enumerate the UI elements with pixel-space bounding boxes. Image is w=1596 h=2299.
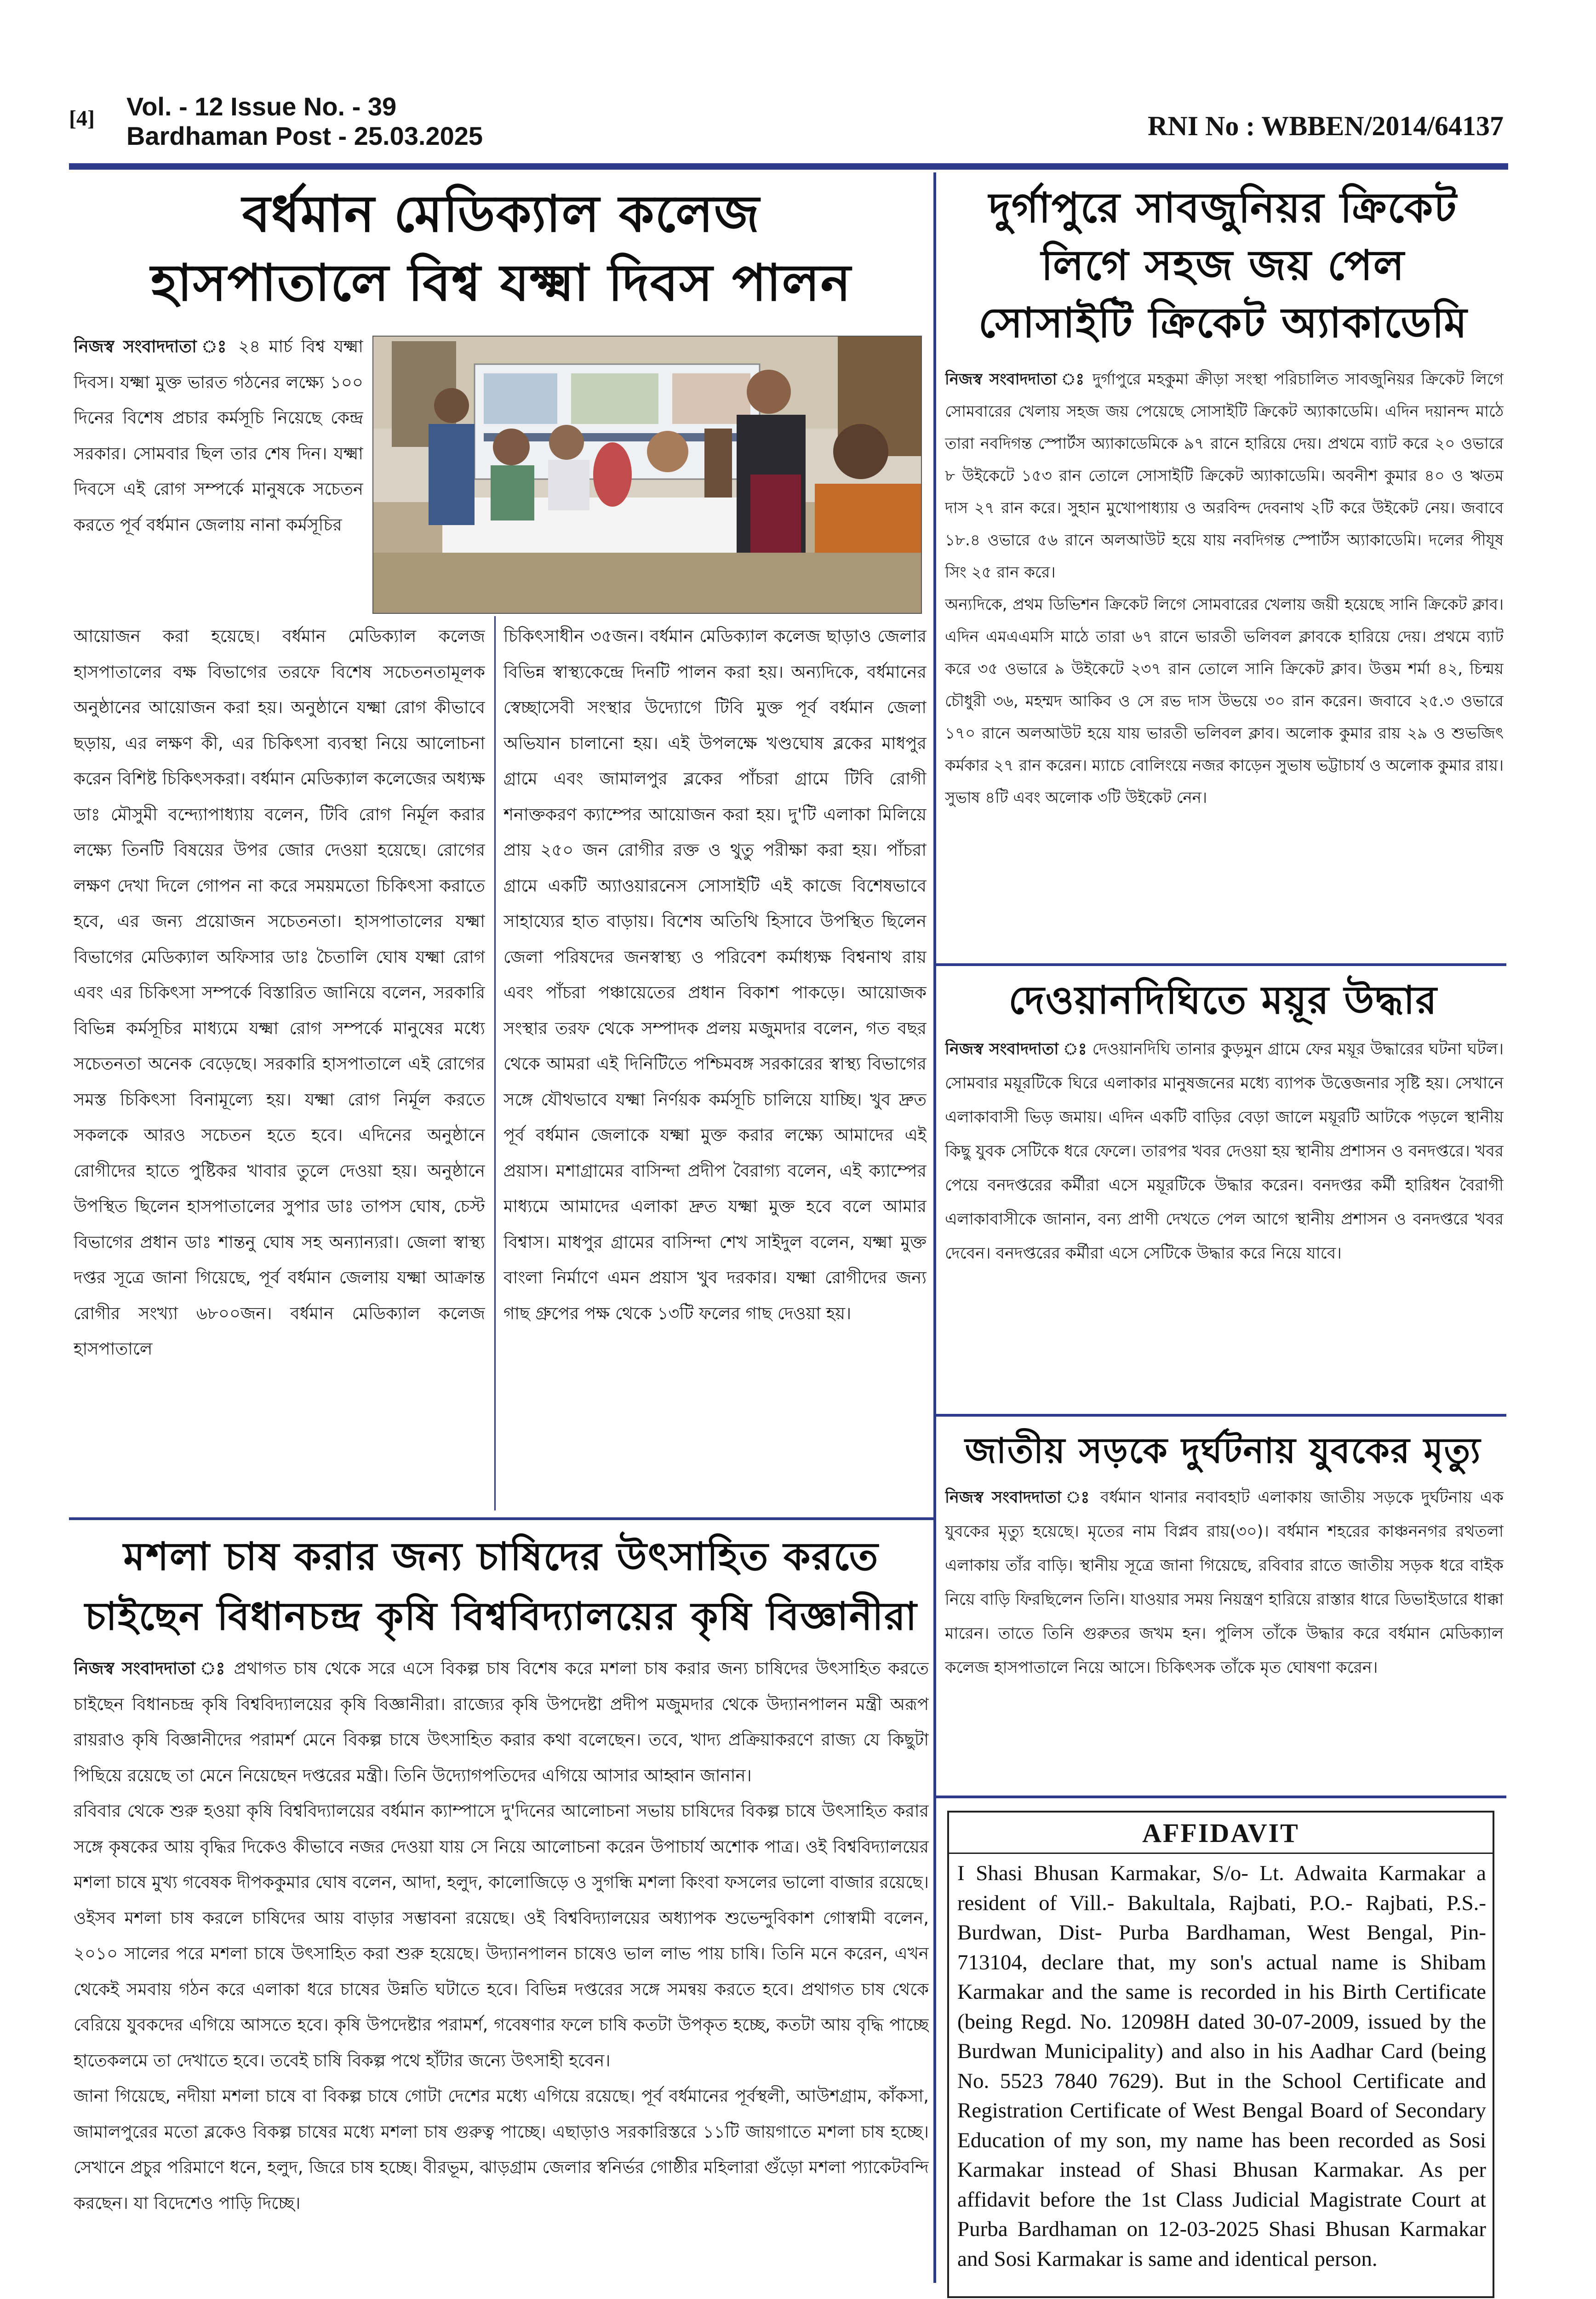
masthead [69, 92, 1504, 166]
tb-intro-text: ২৪ মার্চ বিশ্ব যক্ষ্মা দিবস। যক্ষ্মা মুক্ত ভারত গঠনের লক্ষ্যে ১০০ দিনের বিশেষ প্রচার কর্মসূচি নিয়েছে কেন্দ্র সরকার। সোমবার ছিল তার শেষ দিন। যক্ষ্মা দিবসে এই রোগ সম্পর্কে মানুষকে সচেতন করতে পূর্ব বর্ধমান জেলায় নানা কর্মসূচির [74, 337, 363, 535]
peacock-body-text: দেওয়ানদিঘি তানার কুড়মুন গ্রামে ফের ময়ূর উদ্ধারের ঘটনা ঘটল। সোমবার ময়ূরটিকে ঘিরে এলাকার মানুষজনের মধ্যে ব্যাপক উত্তেজনার সৃষ্টি হয়। সেখানে এলাকাবাসী ভিড় জমায়। এদিন একটি বাড়ির বেড়া জালে ময়ূরটি আটকে পড়লে স্থানীয় কিছু যুবক সেটিকে ধরে ফেলে। তারপর খবর দেওয়া হয় স্থানীয় প্রশাসন ও বনদপ্তরে। খবর পেয়ে বনদপ্তরের কর্মীরা এসে ময়ূরটিকে উদ্ধার করেন। বনদপ্তর কর্মী হারিধন বৈরাগী এলাকাবাসীকে জানান, বন্য প্রাণী দেখতে পেল আগে স্থানীয় প্রশাসন ও বনদপ্তরে খবর দেবেন। বনদপ্তরের কর্মীরা এসে সেটিকে উদ্ধার করে নিয়ে যাবে। [945, 1040, 1504, 1263]
spice-headline [74, 1527, 929, 1646]
affidavit-box [947, 1811, 1494, 2298]
accident-byline: নিজস্ব সংবাদদাতা ঃ [945, 1488, 1093, 1507]
cricket-body [945, 363, 1504, 959]
peacock-body [945, 1032, 1504, 1409]
tb-headline [74, 179, 929, 317]
column-divider [933, 172, 936, 2283]
section-rule-right-1 [936, 963, 1506, 966]
rni-number: RNI No : WBBEN/2014/64137 [1148, 111, 1504, 141]
tb-event-photo [372, 336, 922, 614]
section-rule-right-2 [936, 1414, 1506, 1417]
peacock-headline: দেওয়ানদিঘিতে ময়ূর উদ্ধার [1008, 978, 1438, 1023]
volume-issue: Vol. - 12 Issue No. - 39 [126, 92, 397, 121]
header-rule [69, 163, 1508, 170]
page-number: [4] [69, 106, 95, 131]
tb-col2-text: চিকিৎসাধীন ৩৫জন। বর্ধমান মেডিক্যাল কলেজ ছাড়াও জেলার বিভিন্ন স্বাস্থ্যকেন্দ্রে দিনটি পালন করা হয়। অন্যদিকে, বর্ধমানের স্বেচ্ছাসেবী সংস্থার উদ্যোগে টিবি মুক্ত পূর্ব বর্ধমান জেলা অভিযান চালানো হয়। এই উপলক্ষে খণ্ডঘোষ ব্লকের মাধপুর গ্রামে এবং জামালপুর ব্লকের পাঁচরা গ্রামে টিবি রোগী শনাক্তকরণ ক্যাম্পের আয়োজন করা হয়। দু'টি এলাকা মিলিয়ে প্রায় ২৫০ জন রোগীর রক্ত ও থুতু পরীক্ষা করা হয়। পাঁচরা গ্রামে একটি অ্যাওয়ারনেস সোসাইটি এই কাজে বিশেষভাবে সাহায্যের হাত বাড়ায়। বিশেষ অতিথি হিসাবে উপস্থিত ছিলেন জেলা পরিষদের জনস্বাস্থ্য ও পরিবেশ কর্মাধ্যক্ষ বিশ্বনাথ রায় এবং পাঁচরা পঞ্চায়েতের প্রধান বিকাশ পাকড়ে। আয়োজক সংস্থার তরফ থেকে সম্পাদক প্রলয় মজুমদার বলেন, গত বছর থেকে আমরা এই দিনিটিতে পশ্চিমবঙ্গ সরকারের স্বাস্থ্য বিভাগের সঙ্গে যৌথভাবে যক্ষ্মা নির্ণয়ক কর্মসূচি চালিয়ে যাচ্ছি। খুব দ্রুত পূর্ব বর্ধমান জেলাকে যক্ষ্মা মুক্ত করার লক্ষ্যে আমাদের এই প্রয়াস। মশাগ্রামের বাসিন্দা প্রদীপ বৈরাগ্য বলেন, এই ক্যাম্পের মাধ্যমে আমাদের এলাকা দ্রুত যক্ষ্মা মুক্ত হবে বলে আমার বিশ্বাস। মাধপুর গ্রামের বাসিন্দা শেখ সাইদুল বলেন, যক্ষ্মা মুক্ত বাংলা নির্মাণে এমন প্রয়াস খুব দরকার। যক্ষ্মা রোগীদের জন্য গাছ গ্রুপের পক্ষ থেকে ১৩টি ফলের গাছ দেওয়া হয়। [503, 626, 927, 1323]
affidavit-title: AFFIDAVIT [949, 1813, 1493, 1854]
cricket-byline: নিজস্ব সংবাদদাতা ঃ [945, 370, 1086, 389]
cricket-para-1-text: দুর্গাপুরে মহকুমা ক্রীড়া সংস্থা পরিচালিত সাবজুনিয়র ক্রিকেট লিগে সোমবারের খেলায় সহজ জয় পেয়েছে সোসাইটি ক্রিকেট অ্যাকাডেমি। এদিন দয়ানন্দ মাঠে তারা নবদিগন্ত স্পোর্টস অ্যাকাডেমিকে ৯৭ রানে হারিয়ে দেয়। প্রথমে ব্যাট করে ২০ ওভারে ৮ উইকেটে ১৫৩ রান তোলে সোসাইটি ক্রিকেট অ্যাকাডেমি। অবনীশ কুমার ৪০ ও ঋতম দাস ২৭ রান করে। সুহান মুখোপাধ্যায় ও অরবিন্দ দেবনাথ ২টি করে উইকেট নেয়। জবাবে ১৮.৪ ওভারে ৫৬ রানে অলআউট হয়ে যায় নবদিগন্ত স্পোর্টস অ্যাকাডেমি। দলের পীযূষ সিং ২৫ রান করে। [945, 370, 1504, 582]
tb-col1-text: আয়োজন করা হয়েছে। বর্ধমান মেডিক্যাল কলেজ হাসপাতালের বক্ষ বিভাগের তরফে বিশেষ সচেতনতামূলক অনুষ্ঠানের আয়োজন করা হয়। অনুষ্ঠানে যক্ষ্মা রোগ কীভাবে ছড়ায়, এর লক্ষণ কী, এর চিকিৎসা ব্যবস্থা নিয়ে আলোচনা করেন বিশিষ্ট চিকিৎসকরা। বর্ধমান মেডিক্যাল কলেজের অধ্যক্ষ ডাঃ মৌসুমী বন্দ্যোপাধ্যায় বলেন, টিবি রোগ নির্মূল করার লক্ষ্যে তিনটি বিষয়ের উপর জোর দেওয়া হয়েছে। রোগের লক্ষণ দেখা দিলে গোপন না করে সময়মতো চিকিৎসা করাতে হবে, এর জন্য প্রয়োজন সচেতনতা। হাসপাতালের যক্ষ্মা বিভাগের মেডিক্যাল অফিসার ডাঃ চৈতালি ঘোষ যক্ষ্মা রোগ এবং এর চিকিৎসা সম্পর্কে বিস্তারিত জানিয়ে বলেন, সরকারি বিভিন্ন কর্মসূচির মাধ্যমে যক্ষ্মা রোগ সম্পর্কে মানুষের মধ্যে সচেতনতা অনেক বেড়েছে। সরকারি হাসপাতালে এই রোগের সমস্ত চিকিৎসা বিনামূল্যে হয়। যক্ষ্মা রোগ নির্মূল করতে সকলকে আরও সচেতন হতে হবে। এদিনের অনুষ্ঠানে রোগীদের হাতে পুষ্টিকর খাবার তুলে দেওয়া হয়। অনুষ্ঠানে উপস্থিত ছিলেন হাসপাতালের সুপার ডাঃ তাপস ঘোষ, চেস্ট বিভাগের প্রধান ডাঃ শান্তনু ঘোষ সহ অন্যান্যরা। জেলা স্বাস্থ্য দপ্তর সূত্রে জানা গিয়েছে, পূর্ব বর্ধমান জেলায় যক্ষ্মা আক্রান্ত রোগীর সংখ্যা ৬৮০০জন। বর্ধমান মেডিক্যাল কলেজ হাসপাতালে [74, 626, 485, 1359]
cricket-headline [943, 179, 1504, 352]
cricket-headline-line3: সোসাইটি ক্রিকেট অ্যাকাডেমি [978, 299, 1468, 347]
spice-para-1-text: প্রথাগত চাষ থেকে সরে এসে বিকল্প চাষ বিশেষ করে মশলা চাষ করার জন্য চাষিদের উৎসাহিত করতে চাইছেন বিধানচন্দ্র কৃষি বিশ্ববিদ্যালয়ের কৃষি বিজ্ঞানীরা। রাজ্যের কৃষি উপদেষ্টা প্রদীপ মজুমদার থেকে উদ্যানপালন মন্ত্রী অরূপ রায়রাও কৃষি বিজ্ঞানীদের পরামর্শ মেনে বিকল্প চাষে উৎসাহিত করার কথা বলেছেন। তবে, খাদ্য প্রক্রিয়াকরণে রাজ্য যে কিছুটা পিছিয়ে রয়েছে তা মেনে নিয়েছেন দপ্তরের মন্ত্রী। তিনি উদ্যোগপতিদের এগিয়ে আসার আহ্বান জানান। [74, 1658, 929, 1785]
cricket-headline-line2: লিগে সহজ জয় পেল [1041, 241, 1405, 290]
tb-headline-line2: হাসপাতালে বিশ্ব যক্ষ্মা দিবস পালন [150, 253, 852, 312]
section-rule-right-3 [936, 1796, 1506, 1798]
tb-headline-line1: বর্ধমান মেডিক্যাল কলেজ [242, 184, 761, 243]
accident-body-text: বর্ধমান থানার নবাবহাট এলাকায় জাতীয় সড়কে দুর্ঘটনায় এক যুবকের মৃত্যু হয়েছে। মৃতের নাম বিপ্লব রায়(৩০)। বর্ধমান শহরের কাঞ্চননগর রথতলা এলাকায় তাঁর বাড়ি। স্থানীয় সূত্রে জানা গিয়েছে, রবিবার রাতে জাতীয় সড়ক ধরে বাইক নিয়ে বাড়ি ফিরছিলেন তিনি। যাওয়ার সময় নিয়ন্ত্রণ হারিয়ে রাস্তার ধারে ডিভাইডারে ধাক্কা মারেন। তাতে তিনি গুরুতর জখম হন। পুলিস তাঁকে উদ্ধার করে বর্ধমান মেডিক্যাল কলেজ হাসপাতালে নিয়ে আসে। চিকিৎসক তাঁকে মৃত ঘোষণা করেন। [945, 1488, 1504, 1677]
spice-body [74, 1651, 929, 2299]
accident-headline: জাতীয় সড়কে দুর্ঘটনায় যুবকের মৃত্যু [965, 1430, 1482, 1471]
tb-intro [74, 329, 363, 618]
spice-byline: নিজস্ব সংবাদদাতা ঃ [74, 1658, 227, 1678]
section-rule-left [69, 1517, 933, 1520]
peacock-byline: নিজস্ব সংবাদদাতা ঃ [945, 1040, 1087, 1058]
spice-headline-line2: চাইছেন বিধানচন্দ্র কৃষি বিশ্ববিদ্যালয়ের কৃষি বিজ্ঞানীরা [85, 1594, 918, 1639]
spice-para-3: জানা গিয়েছে, নদীয়া মশলা চাষে বা বিকল্প চাষে গোটা দেশের মধ্যে এগিয়ে রয়েছে। পূর্ব বর্ধমানের পূর্বস্থলী, আউশগ্রাম, কাঁকসা, জামালপুরের মতো ব্লকেও বিকল্প চাষের মধ্যে মশলা চাষ গুরুত্ব পাচ্ছে। এছাড়াও সরকারিস্তরে ১১টি জায়গাতে মশলা চাষ হচ্ছে। সেখানে প্রচুর পরিমাণে ধনে, হলুদ, জিরে চাষ হচ্ছে। বীরভূম, ঝাড়গ্রাম জেলার স্বনির্ভর গোষ্ঠীর মহিলারা গুঁড়ো মশলা প্যাকেটবন্দি করছেন। যা বিদেশেও পাড়ি দিচ্ছে। [74, 2086, 929, 2213]
tb-column-2 [503, 618, 927, 1508]
cricket-headline-line1: দুর্গাপুরে সাবজুনিয়র ক্রিকেট [989, 184, 1458, 232]
spice-para-1 [74, 1651, 929, 1793]
inner-column-divider [494, 616, 496, 1510]
spice-para-2: রবিবার থেকে শুরু হওয়া কৃষি বিশ্ববিদ্যালয়ের বর্ধমান ক্যাম্পাসে দু'দিনের আলোচনা সভায় চাষিদের বিকল্প চাষে উৎসাহিত করার সঙ্গে কৃষকের আয় বৃদ্ধির দিকেও কীভাবে নজর দেওয়া যায় সে নিয়ে আলোচনা করেন উপাচার্য অশোক পাত্র। ওই বিশ্ববিদ্যালয়ের মশলা চাষে মুখ্য গবেষক দীপককুমার ঘোষ বলেন, আদা, হলুদ, কালোজিড়ে ও সুগন্ধি মশলা কিংবা ফসলের ভালো বাজার রয়েছে। ওইসব মশলা চাষ করলে চাষিদের আয় বাড়ার সম্ভাবনা রয়েছে। ওই বিশ্ববিদ্যালয়ের অধ্যাপক শুভেন্দুবিকাশ গোস্বামী বলেন, ২০১০ সালের পরে মশলা চাষে উৎসাহিত করা শুরু হয়েছে। উদ্যানপালন চাষেও ভাল লাভ পায় চাষি। তিনি মনে করেন, এখন থেকেই সমবায় গঠন করে এলাকা ধরে চাষের উন্নতি ঘটাতে হবে। বিভিন্ন দপ্তরের সঙ্গে সমন্বয় করতে হবে। প্রথাগত চাষ থেকে বেরিয়ে যুবকদের এগিয়ে আসতে হবে। কৃষি উপদেষ্টার পরামর্শ, গবেষণার ফলে চাষি কতটা উপকৃত হচ্ছে, কতটা আয় বৃদ্ধি পাচ্ছে হাতেকলমে তা দেখাতে হবে। তবেই চাষি বিকল্প পথে হাঁটার জন্যে উৎসাহী হবেন। [74, 1801, 929, 2070]
accident-body [945, 1481, 1504, 1793]
cricket-para-2: অন্যদিকে, প্রথম ডিভিশন ক্রিকেট লিগে সোমবারের খেলায় জয়ী হয়েছে সানি ক্রিকেট ক্লাব। এদিন এমএএমসি মাঠে তারা ৬৭ রানে ভারতী ভলিবল ক্লাবকে হারিয়ে দেয়। প্রথমে ব্যাট করে ৩৫ ওভারে ৯ উইকেটে ২৩৭ রান তোলে সানি ক্রিকেট ক্লাব। উত্তম শর্মা ৪২, চিন্ময় চৌধুরী ৩৬, মহম্মদ আকিব ও সে রভ দাস উভয়ে ৩০ রান করেন। জবাবে ২৫.৩ ওভারে ১৭০ রানে অলআউট হয়ে যায় ভারতী ভলিবল ক্লাব। অলোক কুমার রায় ২৯ ও শুভজিৎ কর্মকার ২৭ রান করেন। ম্যাচে বোলিংয়ে নজর কাড়েন সুভাষ ভট্টাচার্য ও অলোক কুমার রায়। সুভাষ ৪টি এবং অলোক ৩টি উইকেট নেন। [945, 595, 1504, 807]
spice-headline-line1: মশলা চাষ করার জন্য চাষিদের উৎসাহিত করতে [123, 1534, 879, 1579]
tb-column-1 [74, 618, 485, 1508]
tb-byline: নিজস্ব সংবাদদাতা ঃ [74, 337, 230, 356]
affidavit-body: I Shasi Bhusan Karmakar, S/o- Lt. Adwaita Karmakar a resident of Vill.- Bakultala, Rajbati, P.O.- Rajbati, P.S.- Burdwan, Dist- Purba Bardhaman, West Bengal, Pin- 713104, declare that, my son's actual name is Shibam Karmakar and the same is recorded in his Birth Certificate (being Regd. No. 12098H dated 30-07-2009, issued by the Burdwan Municipality) and also in his Aadhar Card (being No. 5523 7840 7629). But in the School Certificate and Registration Certificate of West Bengal Board of Secondary Education of my son, my name has been recorded as Sosi Karmakar instead of Shasi Bhusan Karmakar. As per affidavit before the 1st Class Judicial Magistrate Court at Purba Bardhaman on 12-03-2025 Shasi Bhusan Karmakar and Sosi Karmakar is same and identical person. [957, 1861, 1486, 2271]
cricket-para-1 [945, 363, 1504, 589]
paper-date: Bardhaman Post - 25.03.2025 [126, 121, 483, 150]
issue-info [126, 92, 483, 151]
